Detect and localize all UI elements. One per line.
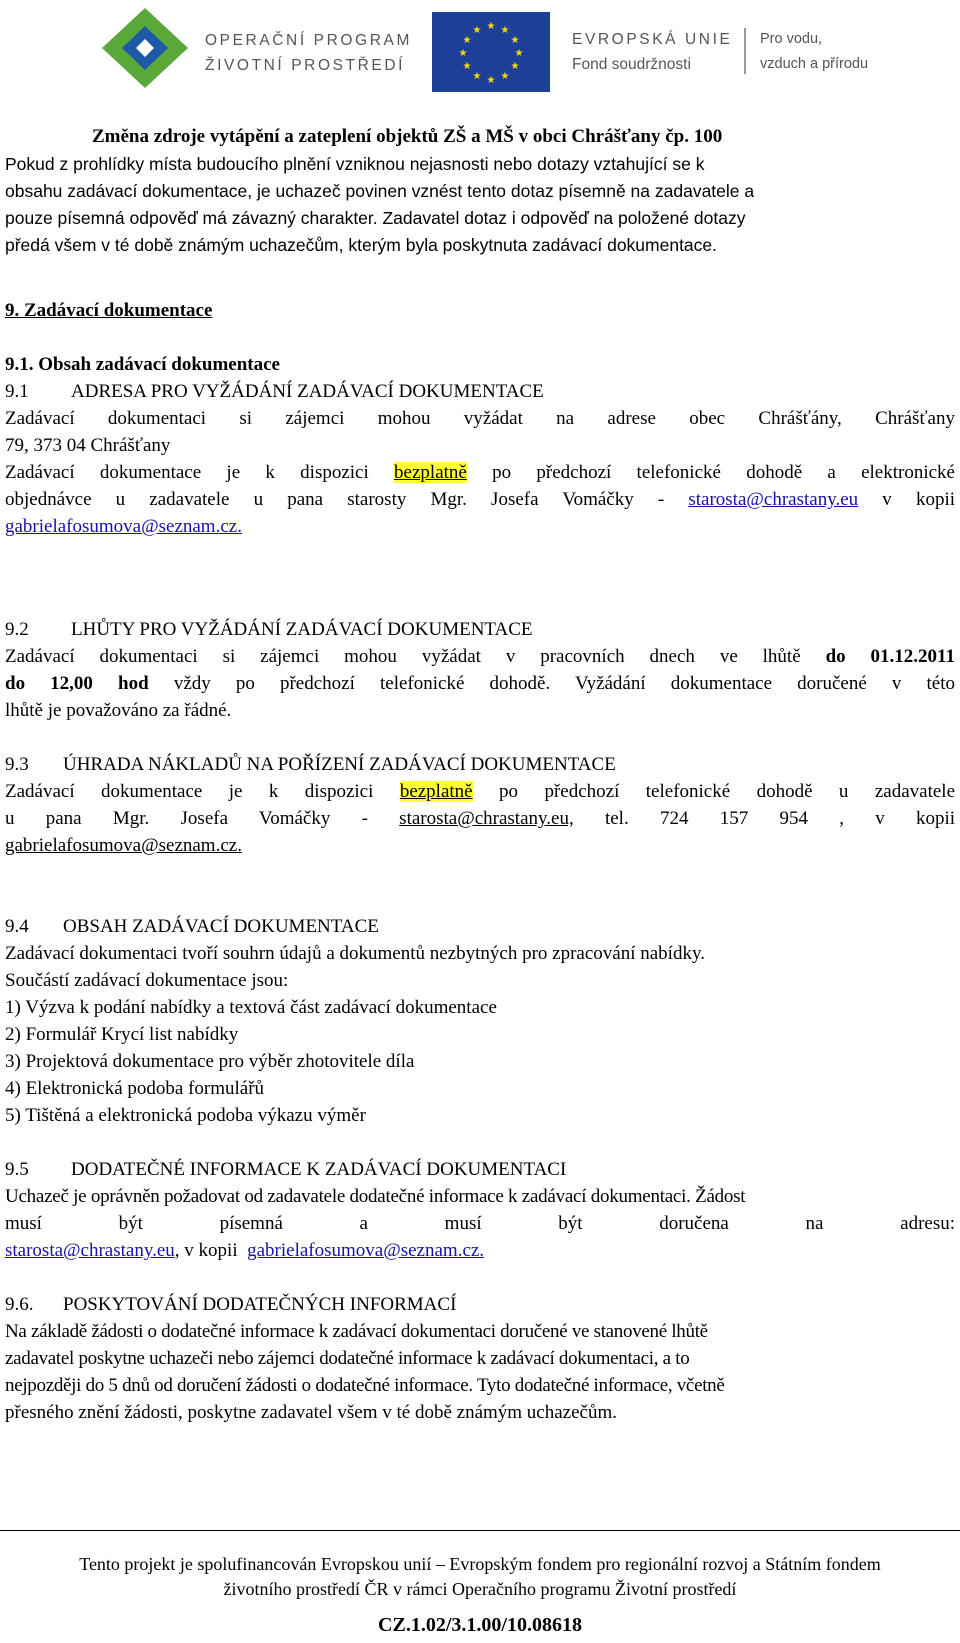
s91-title — [5, 378, 955, 406]
s96-title — [5, 1291, 955, 1319]
eu-line2: Fond soudržnosti — [572, 56, 691, 73]
s91-line: 79, 373 04 Chrášťany — [5, 435, 171, 456]
svg-text:★: ★ — [514, 48, 524, 59]
list-item: 4) Elektronická podoba formulářů — [5, 1078, 265, 1099]
s94-number: 9.4 — [5, 916, 29, 937]
s91-text: v kopii — [882, 489, 955, 510]
s92-line — [5, 643, 955, 671]
intro-line: obsahu zadávací dokumentace, je uchazeč povinen vznést tento dotaz písemně na zadavatele a — [5, 181, 755, 201]
s91-number: 9.1 — [5, 381, 29, 402]
s92-text: vždy po předchozí telefonické dohodě. Vyžádání dokumentace doručené v této — [173, 673, 956, 694]
s95-title-text: DODATEČNÉ INFORMACE K ZADÁVACÍ DOKUMENTACI — [71, 1159, 567, 1180]
s96-line: Na základě žádosti o dodatečné informace k zadávací dokumentaci doručené ve stanovené lhůtě — [5, 1321, 708, 1342]
s95-line: musí být písemná a musí být doručena na adresu: — [5, 1213, 955, 1234]
page-header — [0, 0, 960, 110]
s94-line: Zadávací dokumentaci tvoří souhrn údajů a dokumentů nezbytných pro zpracování nabídky. — [5, 943, 705, 964]
s93-line — [5, 778, 955, 806]
svg-text:★: ★ — [500, 71, 510, 82]
s94-line: Součástí zadávací dokumentace jsou: — [5, 970, 289, 991]
eu-text — [572, 27, 732, 77]
gabriela-email-link[interactable]: gabrielafosumova@seznam.cz. — [247, 1240, 485, 1261]
document-title: Změna zdroje vytápění a zateplení objektů ZŠ a MŠ v obci Chrášťany čp. 100 — [92, 126, 723, 147]
deadline-date: do 01.12.2011 — [825, 646, 956, 667]
s92-title-text: LHŮTY PRO VYŽÁDÁNÍ ZADÁVACÍ DOKUMENTACE — [71, 619, 533, 640]
s93-title — [5, 751, 955, 779]
list-item: 2) Formulář Krycí list nabídky — [5, 1024, 239, 1045]
s92-title — [5, 616, 955, 644]
starosta-email-link[interactable]: starosta@chrastany.eu, — [399, 808, 574, 829]
s93-text: Zadávací dokumentace je k dispozici — [5, 781, 374, 802]
section-9-heading: 9. Zadávací dokumentace — [5, 300, 213, 321]
footer-divider — [0, 1530, 960, 1531]
free-highlight: bezplatně — [394, 462, 467, 483]
starosta-email-link[interactable]: starosta@chrastany.eu — [5, 1240, 175, 1261]
svg-text:★: ★ — [462, 61, 472, 72]
s92-number: 9.2 — [5, 619, 29, 640]
s93-text: tel. 724 157 954 , v kopii — [604, 808, 956, 829]
s93-text: po předchozí telefonické dohodě u zadavatele — [499, 781, 956, 802]
s94-title — [5, 913, 955, 941]
s96-title-text: POSKYTOVÁNÍ DODATEČNÝCH INFORMACÍ — [63, 1294, 457, 1315]
s93-line — [5, 805, 955, 833]
s96-line: zadavatel poskytne uchazeči nebo zájemci dodatečné informace k zadávací dokumentaci, a to — [5, 1348, 690, 1369]
list-item: 5) Tištěná a elektronická podoba výkazu výměr — [5, 1105, 366, 1126]
svg-text:★: ★ — [500, 25, 510, 36]
op-line1: OPERAČNÍ PROGRAM — [205, 32, 412, 49]
eu-slogan — [760, 27, 868, 77]
op-zp-logo-icon — [92, 4, 198, 92]
op-line2: ŽIVOTNÍ PROSTŘEDÍ — [205, 57, 406, 74]
s93-title-text: ÚHRADA NÁKLADŮ NA POŘÍZENÍ ZADÁVACÍ DOKUMENTACE — [63, 754, 616, 775]
s92-line — [5, 670, 955, 698]
s95-title — [5, 1156, 955, 1184]
free-highlight: bezplatně — [399, 781, 473, 802]
s96-line: přesného znění žádosti, poskytne zadavatel všem v té době známým uchazečům. — [5, 1402, 617, 1423]
svg-text:★: ★ — [486, 21, 496, 32]
s91-text: objednávce u zadavatele u pana starosty Mgr. Josefa Vomáčky - — [5, 489, 665, 510]
slogan-line1: Pro vodu, — [760, 31, 823, 47]
intro-line: Pokud z prohlídky místa budoucího plnění vzniknou nejasnosti nebo dotazy vztahující se k — [5, 154, 705, 174]
s96-number: 9.6. — [5, 1294, 34, 1315]
list-item: 3) Projektová dokumentace pro výběr zhotovitele díla — [5, 1051, 415, 1072]
slogan-line2: vzduch a přírodu — [760, 56, 869, 72]
s95-line: Uchazeč je oprávněn požadovat od zadavatele dodatečné informace k zadávací dokumentaci. Žádost — [5, 1186, 746, 1207]
gabriela-email-link[interactable]: gabrielafosumova@seznam.cz. — [5, 835, 242, 856]
s93-line — [5, 832, 955, 860]
s91-title-text: ADRESA PRO VYŽÁDÁNÍ ZADÁVACÍ DOKUMENTACE — [71, 381, 544, 402]
s95-number: 9.5 — [5, 1159, 29, 1180]
s91-text: po předchozí telefonické dohodě a elektronické — [492, 462, 955, 483]
deadline-time: do 12,00 hod — [5, 673, 149, 694]
svg-text:★: ★ — [510, 61, 520, 72]
s91-text: Zadávací dokumentace je k dispozici — [5, 462, 369, 483]
s95-line — [5, 1237, 955, 1265]
header-divider — [744, 28, 746, 74]
s96-line: nejpozději do 5 dnů od doručení žádosti o dodatečné informace. Tyto dodatečné informace, včetně — [5, 1375, 725, 1396]
s92-text: Zadávací dokumentaci si zájemci mohou vyžádat v pracovních dnech ve lhůtě — [5, 646, 801, 667]
s93-text: u pana Mgr. Josefa Vomáčky - — [5, 808, 368, 829]
footer-line: Tento projekt je spolufinancován Evropskou unií – Evropským fondem pro regionální rozvoj a Státním fondem — [79, 1554, 881, 1574]
s91-line — [5, 486, 955, 514]
s91-line: Zadávací dokumentaci si zájemci mohou vyžádat na adrese obec Chrášťány, Chrášťany — [5, 408, 955, 429]
svg-text:★: ★ — [472, 25, 482, 36]
list-item: 1) Výzva k podání nabídky a textová část zadávací dokumentace — [5, 997, 497, 1018]
op-zp-text — [205, 28, 412, 78]
starosta-email-link[interactable]: starosta@chrastany.eu — [688, 489, 859, 510]
svg-text:★: ★ — [472, 71, 482, 82]
eu-flag-icon — [432, 12, 550, 92]
footer-line: životního prostředí ČR v rámci Operačního programu Životní prostředí — [223, 1579, 737, 1599]
intro-line: předá všem v té době známým uchazečům, kterým byla poskytnuta zadávací dokumentace. — [5, 235, 718, 255]
svg-text:★: ★ — [486, 75, 496, 86]
s93-number: 9.3 — [5, 754, 29, 775]
s94-title-text: OBSAH ZADÁVACÍ DOKUMENTACE — [63, 916, 379, 937]
s92-line: lhůtě je považováno za řádné. — [5, 700, 232, 721]
intro-line: pouze písemná odpověď má závazný charakter. Zadavatel dotaz i odpověď na položené dotazy — [5, 208, 746, 228]
project-code: CZ.1.02/3.1.00/10.08618 — [378, 1614, 582, 1636]
svg-text:★: ★ — [510, 35, 520, 46]
s91-line — [5, 513, 955, 541]
s91-line — [5, 459, 955, 487]
eu-line1: EVROPSKÁ UNIE — [572, 31, 733, 48]
section-9-1-heading: 9.1. Obsah zadávací dokumentace — [5, 354, 280, 375]
gabriela-email-link[interactable]: gabrielafosumova@seznam.cz. — [5, 516, 242, 537]
s95-text: , v kopii — [174, 1240, 238, 1261]
svg-text:★: ★ — [462, 35, 472, 46]
svg-text:★: ★ — [458, 48, 468, 59]
